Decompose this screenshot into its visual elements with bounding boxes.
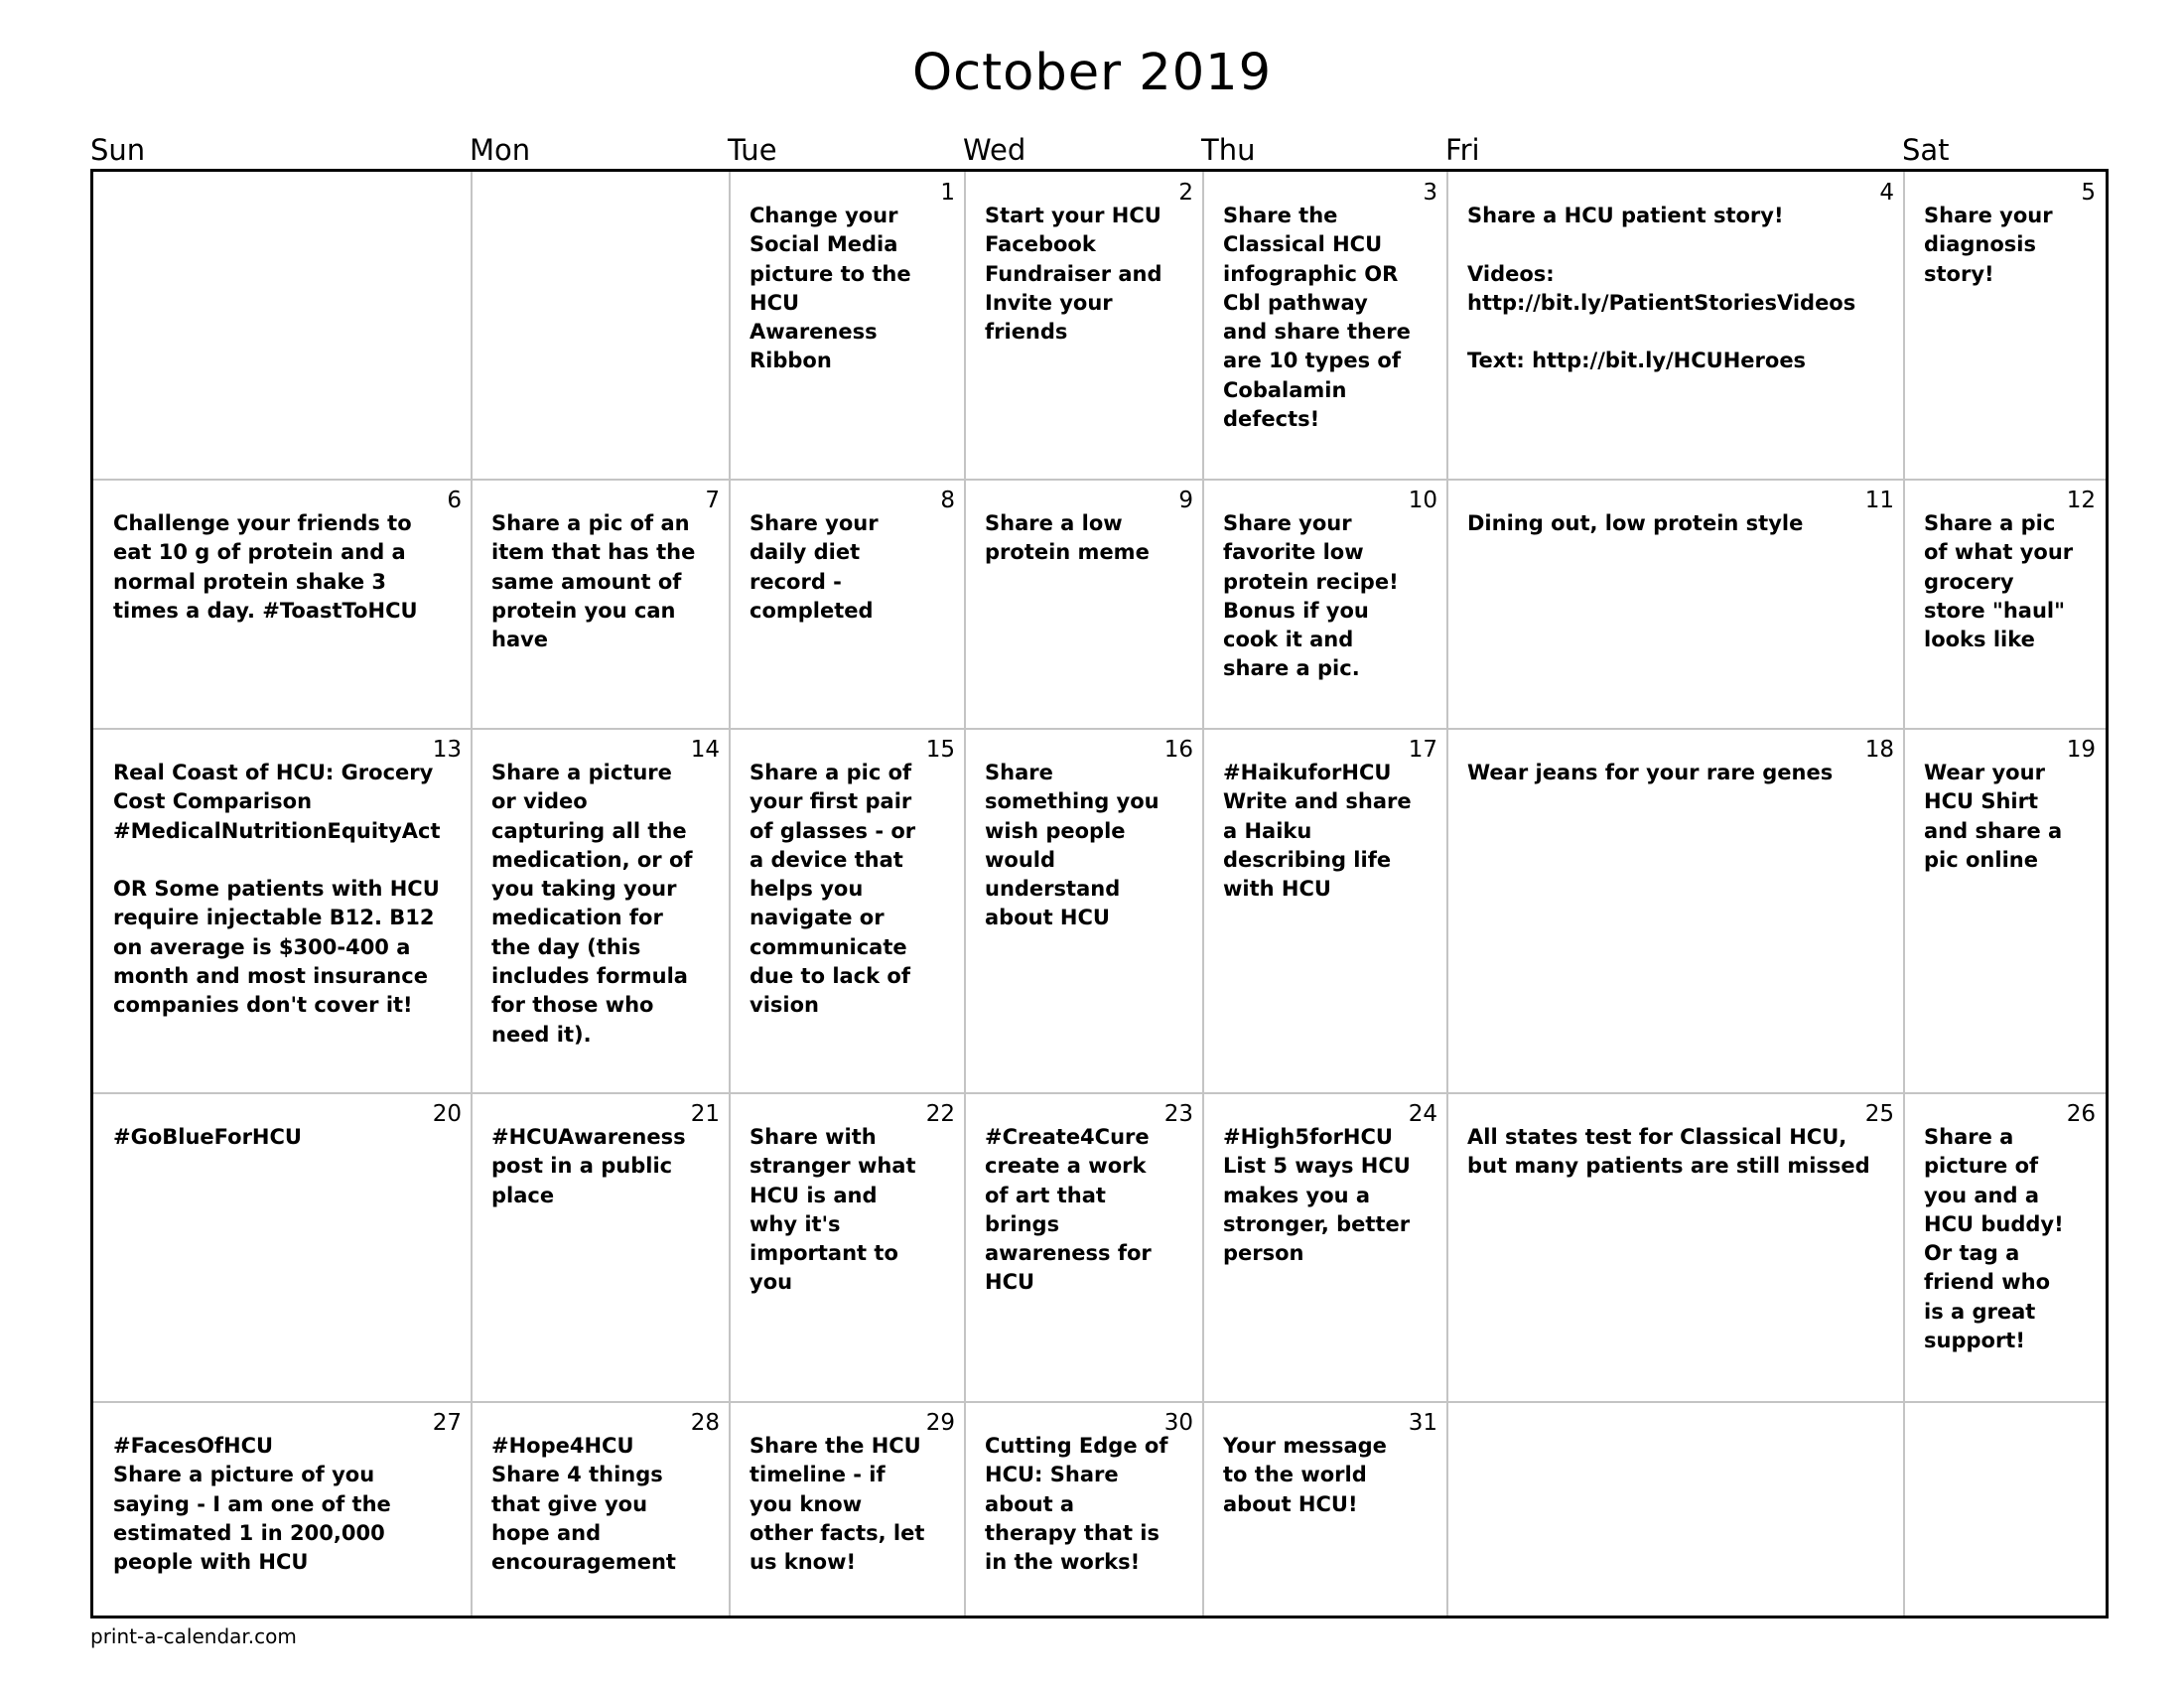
- day-number: 18: [1864, 737, 1894, 763]
- day-activity: #GoBlueForHCU: [113, 1125, 302, 1149]
- day-number: 11: [1864, 488, 1894, 513]
- day-activity: Cutting Edge of HCU: Share about a therapy that is in the works!: [985, 1434, 1168, 1575]
- day-number: 28: [690, 1410, 720, 1436]
- day-cell-mon: [472, 1402, 730, 1616]
- day-activity: Wear your HCU Shirt and share a pic online: [1924, 761, 2063, 872]
- day-activity: #HaikuforHCU Write and share a Haiku describing life with HCU: [1223, 761, 1412, 902]
- day-cell-fri: [1447, 729, 1904, 1093]
- weekday-tue: Tue: [728, 133, 777, 167]
- day-cell-thu: [1203, 172, 1447, 480]
- day-activity: Change your Social Media picture to the HCU Awareness Ribbon: [750, 204, 911, 373]
- day-activity: Share a pic of what your grocery store "haul" looks like: [1924, 511, 2074, 652]
- day-cell-fri: [1447, 480, 1904, 729]
- day-activity: #FacesOfHCU Share a picture of you saying - I am one of the estimated 1 in 200,000 people with HCU: [113, 1434, 391, 1575]
- day-cell-wed: [965, 1402, 1203, 1616]
- day-cell-sat: [1904, 480, 2106, 729]
- day-number: 31: [1408, 1410, 1437, 1436]
- day-number: 12: [2066, 488, 2096, 513]
- day-cell-tue: [730, 172, 965, 480]
- day-cell-fri: [1447, 1093, 1904, 1402]
- day-activity: Share with stranger what HCU is and why it's important to you: [750, 1125, 916, 1295]
- day-cell-sat: [1904, 172, 2106, 480]
- day-activity: Share something you wish people would understand about HCU: [985, 761, 1160, 930]
- day-activity: #Create4Cure create a work of art that brings awareness for HCU: [985, 1125, 1152, 1295]
- day-number: 30: [1163, 1410, 1193, 1436]
- day-cell-sat: [1904, 1402, 2106, 1616]
- day-cell-thu: [1203, 1093, 1447, 1402]
- day-activity: Share a pic of your first pair of glasses - or a device that helps you navigate or communicate due to lack of vision: [750, 761, 916, 1018]
- day-cell-wed: [965, 729, 1203, 1093]
- day-activity: #HCUAwareness post in a public place: [491, 1125, 686, 1207]
- weekday-thu: Thu: [1201, 133, 1256, 167]
- day-activity: Start your HCU Facebook Fundraiser and Invite your friends: [985, 204, 1162, 345]
- day-number: 24: [1408, 1101, 1437, 1127]
- day-cell-tue: [730, 1093, 965, 1402]
- day-activity: Share a pic of an item that has the same amount of protein you can have: [491, 511, 696, 652]
- footer-credit: print-a-calendar.com: [90, 1624, 297, 1648]
- day-cell-mon: [472, 1093, 730, 1402]
- calendar-title: October 2019: [911, 44, 1273, 102]
- day-cell-tue: [730, 729, 965, 1093]
- weekday-fri: Fri: [1445, 133, 1480, 167]
- day-cell-sun: [93, 1402, 472, 1616]
- day-activity: Dining out, low protein style: [1467, 511, 1804, 535]
- weekday-sun: Sun: [90, 133, 146, 167]
- day-number: 16: [1163, 737, 1193, 763]
- day-number: 19: [2066, 737, 2096, 763]
- day-cell-wed: [965, 480, 1203, 729]
- day-cell-wed: [965, 1093, 1203, 1402]
- day-cell-fri: [1447, 172, 1904, 480]
- weekday-sat: Sat: [1902, 133, 1950, 167]
- day-activity: Share the Classical HCU infographic OR Cbl pathway and share there are 10 types of Cobalamin defects!: [1223, 204, 1411, 432]
- day-activity: #High5forHCU List 5 ways HCU makes you a stronger, better person: [1223, 1125, 1411, 1266]
- day-cell-mon: [472, 480, 730, 729]
- day-number: 21: [690, 1101, 720, 1127]
- day-number: 6: [447, 488, 462, 513]
- day-cell-thu: [1203, 1402, 1447, 1616]
- day-activity: Share a picture or video capturing all the medication, or of you taking your medication for the day (this includes formula for those who need it).: [491, 761, 693, 1047]
- day-cell-sun: [93, 480, 472, 729]
- day-activity: Challenge your friends to eat 10 g of protein and a normal protein shake 3 times a day. #ToastToHCU: [113, 511, 418, 623]
- day-cell-sun: [93, 172, 472, 480]
- day-number: 25: [1864, 1101, 1894, 1127]
- day-number: 27: [432, 1410, 462, 1436]
- day-number: 10: [1408, 488, 1437, 513]
- day-activity: #Hope4HCU Share 4 things that give you hope and encouragement: [491, 1434, 676, 1575]
- day-activity: All states test for Classical HCU, but many patients are still missed: [1467, 1125, 1870, 1179]
- day-cell-thu: [1203, 729, 1447, 1093]
- weekday-wed: Wed: [963, 133, 1026, 167]
- day-cell-thu: [1203, 480, 1447, 729]
- day-cell-mon: [472, 729, 730, 1093]
- day-number: 23: [1163, 1101, 1193, 1127]
- day-cell-sat: [1904, 729, 2106, 1093]
- calendar-grid: [90, 169, 2109, 1618]
- day-cell-sun: [93, 729, 472, 1093]
- day-number: 2: [1178, 180, 1193, 206]
- day-activity: Your message to the world about HCU!: [1223, 1434, 1387, 1516]
- day-activity: Share the HCU timeline - if you know other facts, let us know!: [750, 1434, 925, 1575]
- day-cell-sat: [1904, 1093, 2106, 1402]
- day-cell-tue: [730, 1402, 965, 1616]
- weekday-mon: Mon: [470, 133, 531, 167]
- day-number: 14: [690, 737, 720, 763]
- day-number: 26: [2066, 1101, 2096, 1127]
- day-number: 22: [925, 1101, 955, 1127]
- day-activity: Share your diagnosis story!: [1924, 204, 2053, 286]
- day-number: 15: [925, 737, 955, 763]
- day-activity: Wear jeans for your rare genes: [1467, 761, 1834, 784]
- day-cell-sun: [93, 1093, 472, 1402]
- day-number: 3: [1423, 180, 1437, 206]
- day-activity: Share your daily diet record - completed: [750, 511, 879, 623]
- day-number: 8: [940, 488, 955, 513]
- day-number: 13: [432, 737, 462, 763]
- day-number: 4: [1879, 180, 1894, 206]
- day-activity: Share your favorite low protein recipe! Bonus if you cook it and share a pic.: [1223, 511, 1399, 681]
- day-cell-wed: [965, 172, 1203, 480]
- day-cell-tue: [730, 480, 965, 729]
- day-activity: Share a low protein meme: [985, 511, 1150, 565]
- day-number: 5: [2081, 180, 2096, 206]
- day-activity: Share a picture of you and a HCU buddy! Or tag a friend who is a great support!: [1924, 1125, 2064, 1353]
- day-activity: Share a HCU patient story! Videos: http://bit.ly/PatientStoriesVideos Text: http://bit.ly/HCUHeroes: [1467, 204, 1856, 373]
- day-number: 9: [1178, 488, 1193, 513]
- day-number: 7: [705, 488, 720, 513]
- day-number: 29: [925, 1410, 955, 1436]
- day-number: 17: [1408, 737, 1437, 763]
- day-cell-fri: [1447, 1402, 1904, 1616]
- day-cell-mon: [472, 172, 730, 480]
- day-activity: Real Coast of HCU: Grocery Cost Comparison #MedicalNutritionEquityAct OR Some patients with HCU require injectable B12. B12 on average is $300-400 a month and most insurance companies don't cover it!: [113, 761, 441, 1018]
- day-number: 20: [432, 1101, 462, 1127]
- day-number: 1: [940, 180, 955, 206]
